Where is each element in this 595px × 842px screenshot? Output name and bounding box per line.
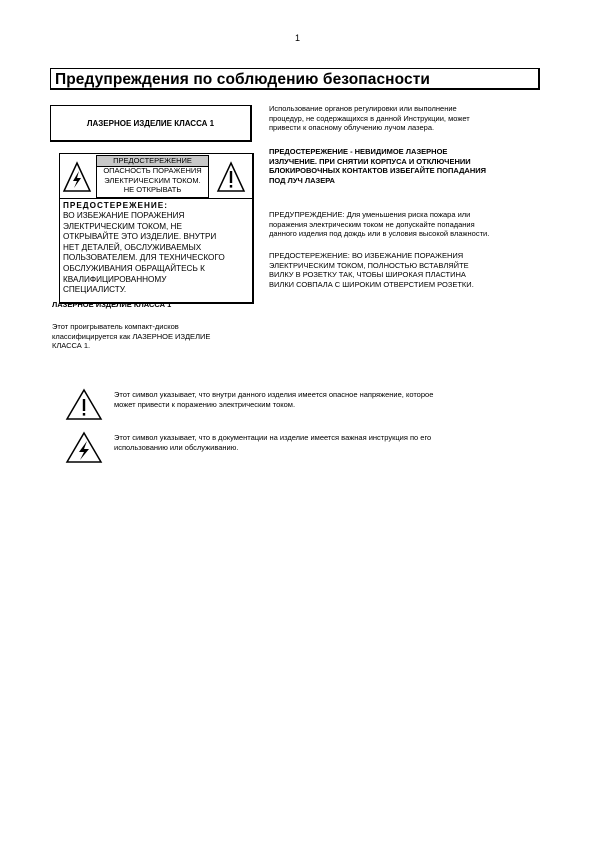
symbol-voltage-line: может привести к поражению электрическим током. (114, 399, 296, 409)
lightning-triangle-icon (62, 157, 92, 199)
symbol-instruction-line: использованию или обслуживанию. (114, 442, 239, 452)
page-title: Предупреждения по соблюдению безопасности (55, 71, 431, 88)
controls-warning-text (269, 104, 539, 133)
caution-header-text (97, 166, 208, 195)
controls-warning-line: привести к опасному облучению лучом лазера. (269, 123, 435, 133)
laser-section-line: КЛАССА 1. (52, 341, 91, 351)
warning-line: НЕТ ДЕТАЛЕЙ, ОБСЛУЖИВАЕМЫХ (63, 242, 202, 252)
invisible-laser-line: ПОД ЛУЧ ЛАЗЕРА (269, 175, 335, 185)
symbol-instruction-line: Этот символ указывает, что в документации на изделие имеется важная инструкция по его (114, 433, 432, 442)
warning-line: ОБСЛУЖИВАНИЯ ОБРАЩАЙТЕСЬ К (63, 263, 205, 273)
laser-section-text (52, 322, 252, 351)
caution-divider (59, 198, 253, 199)
laser-class-box: ЛАЗЕРНОЕ ИЗДЕЛИЕ КЛАССА 1 (50, 105, 252, 142)
laser-section-heading: ЛАЗЕРНОЕ ИЗДЕЛИЕ КЛАССА 1 (52, 300, 172, 309)
plug-caution-line: ВИЛКУ В РОЗЕТКУ ТАК, ЧТОБЫ ШИРОКАЯ ПЛАСТИНА (269, 270, 466, 280)
exclamation-triangle-icon (216, 157, 246, 199)
fire-warning-text (269, 210, 539, 239)
plug-caution-line: ЭЛЕКТРИЧЕСКИМ ТОКОМ, ПОЛНОСТЬЮ ВСТАВЛЯЙТЕ (269, 260, 469, 270)
invisible-laser-warning (269, 147, 539, 185)
page-title-box (50, 68, 540, 90)
plug-caution-line: ПРЕДОСТЕРЕЖЕНИЕ: ВО ИЗБЕЖАНИЕ ПОРАЖЕНИЯ (269, 251, 464, 260)
controls-warning-line: процедур, не содержащихся в данной Инструкции, может (269, 113, 470, 123)
warning-line: ОТКРЫВАЙТЕ ЭТО ИЗДЕЛИЕ. ВНУТРИ (63, 232, 217, 242)
warning-line: ЭЛЕКТРИЧЕСКИМ ТОКОМ, НЕ (63, 221, 182, 231)
page-number: 1 (294, 33, 300, 43)
symbol-voltage-line: Этот символ указывает, что внутри данного изделия имеется опасное напряжение, которое (114, 390, 434, 399)
caution-header-title: ПРЕДОСТЕРЕЖЕНИЕ (97, 156, 208, 167)
laser-section-line: классифицируется как ЛАЗЕРНОЕ ИЗДЕЛИЕ (52, 331, 211, 341)
warning-line: СПЕЦИАЛИСТУ. (63, 285, 127, 295)
caution-header-line: ОПАСНОСТЬ ПОРАЖЕНИЯ (103, 166, 202, 175)
invisible-laser-line: БЛОКИРОВОЧНЫХ КОНТАКТОВ ИЗБЕГАЙТЕ ПОПАДАНИЯ (269, 166, 487, 176)
plug-caution-text (269, 251, 539, 289)
warning-text (63, 211, 253, 296)
lightning-triangle-icon (64, 430, 104, 466)
warning-line: ВО ИЗБЕЖАНИЕ ПОРАЖЕНИЯ (63, 211, 185, 220)
warning-heading: ПРЕДОСТЕРЕЖЕНИЕ: (63, 201, 168, 210)
warning-line: ПОЛЬЗОВАТЕЛЕМ. ДЛЯ ТЕХНИЧЕСКОГО (63, 253, 225, 263)
fire-warning-line: данного изделия под дождь или в условия высокой влажности. (269, 229, 490, 239)
warning-line: КВАЛИФИЦИРОВАННОМУ (63, 274, 167, 284)
fire-warning-line: поражения электрическим током не допускайте попадания (269, 219, 475, 229)
laser-section-line: Этот проигрыватель компакт-дисков (52, 322, 179, 331)
controls-warning-line: Использование органов регулировки или выполнение (269, 104, 457, 113)
symbol-voltage-description (114, 390, 534, 409)
caution-header-line: ЭЛЕКТРИЧЕСКИМ ТОКОМ. (104, 175, 201, 185)
fire-warning-line: ПРЕДУПРЕЖДЕНИЕ: Для уменьшения риска пожара или (269, 210, 471, 219)
invisible-laser-line: ИЗЛУЧЕНИЕ. ПРИ СНЯТИИ КОРПУСА И ОТКЛЮЧЕНИИ (269, 156, 471, 166)
exclamation-triangle-icon (64, 387, 104, 423)
symbol-instruction-description (114, 433, 534, 452)
plug-caution-line: ВИЛКИ СОВПАЛА С ШИРОКИМ ОТВЕРСТИЕМ РОЗЕТКИ. (269, 279, 474, 289)
caution-header-line: НЕ ОТКРЫВАТЬ (123, 185, 182, 195)
invisible-laser-line: ПРЕДОСТЕРЕЖЕНИЕ - НЕВИДИМОЕ ЛАЗЕРНОЕ (269, 147, 448, 156)
